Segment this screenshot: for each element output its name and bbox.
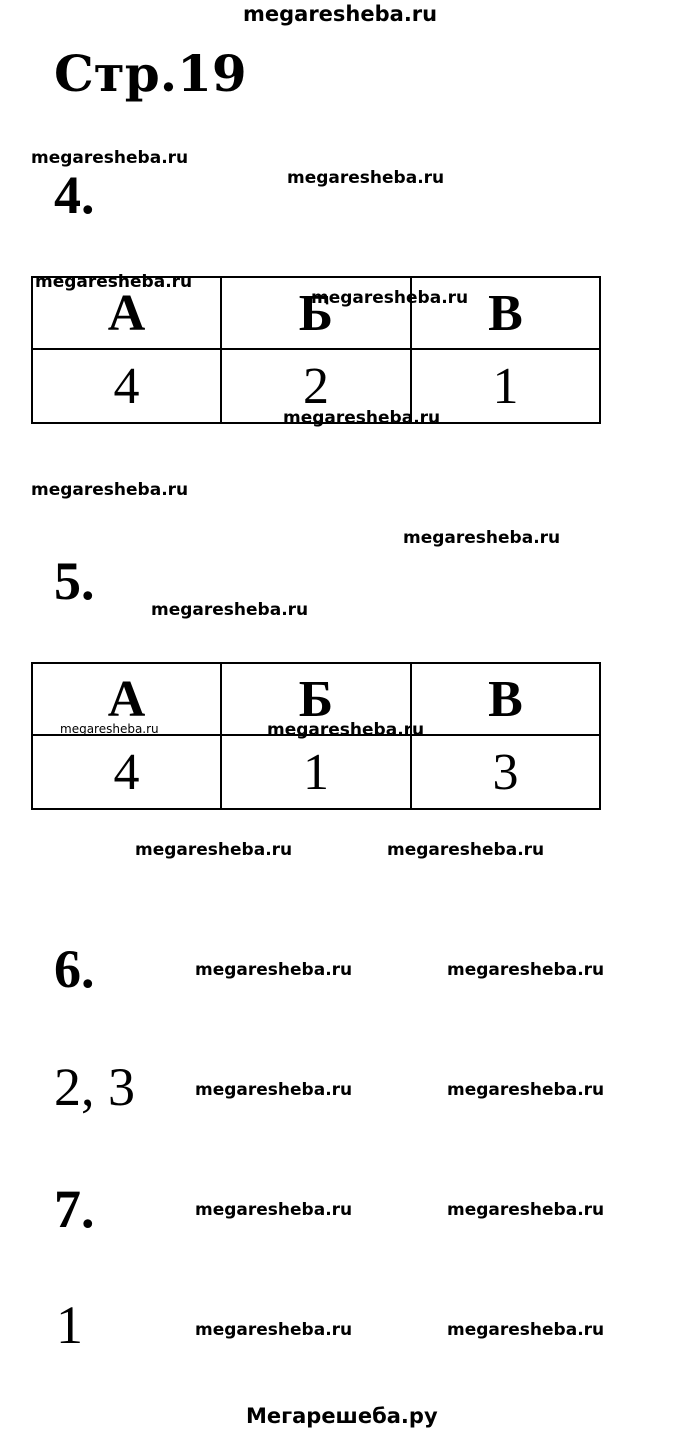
table-header-cell: Б	[221, 277, 411, 349]
watermark: megaresheba.ru	[31, 148, 189, 168]
watermark: megaresheba.ru	[195, 1080, 353, 1100]
watermark: megaresheba.ru	[31, 480, 189, 500]
watermark: megaresheba.ru	[195, 1200, 353, 1220]
task-answer: 2, 3	[54, 1057, 135, 1117]
page-title: Стр.19	[54, 44, 247, 103]
watermark: megaresheba.ru	[195, 1320, 353, 1340]
table-value-cell: 4	[32, 349, 221, 423]
watermark: megaresheba.ru	[447, 960, 605, 980]
watermark: megaresheba.ru	[283, 408, 441, 428]
task-answer: 1	[56, 1295, 83, 1355]
watermark: megaresheba.ru	[447, 1080, 605, 1100]
watermark: megaresheba.ru	[35, 272, 193, 292]
table-value-cell: 2	[221, 349, 411, 423]
header-site-name: megaresheba.ru	[243, 2, 438, 26]
watermark: megaresheba.ru	[447, 1320, 605, 1340]
footer-site-name: Мегарешеба.ру	[246, 1404, 438, 1428]
watermark: megaresheba.ru	[447, 1200, 605, 1220]
table-header-cell: А	[32, 663, 221, 735]
task-number: 5.	[54, 551, 95, 611]
table-header-cell: А	[32, 277, 221, 349]
watermark: megaresheba.ru	[60, 722, 159, 736]
watermark: megaresheba.ru	[135, 840, 293, 860]
watermark: megaresheba.ru	[151, 600, 309, 620]
table-value-row	[32, 735, 600, 809]
table-header-cell: В	[411, 663, 600, 735]
table-header-cell: Б	[221, 663, 411, 735]
watermark: megaresheba.ru	[287, 168, 445, 188]
task-number: 4.	[54, 165, 95, 225]
watermark: megaresheba.ru	[403, 528, 561, 548]
table-value-cell: 1	[411, 349, 600, 423]
watermark: megaresheba.ru	[195, 960, 353, 980]
task-number: 6.	[54, 939, 95, 999]
watermark: megaresheba.ru	[311, 288, 469, 308]
task-number: 7.	[54, 1179, 95, 1239]
table-header-cell: В	[411, 277, 600, 349]
table-value-cell: 1	[221, 735, 411, 809]
table-value-cell: 4	[32, 735, 221, 809]
table-value-cell: 3	[411, 735, 600, 809]
watermark: megaresheba.ru	[267, 720, 425, 740]
watermark: megaresheba.ru	[387, 840, 545, 860]
